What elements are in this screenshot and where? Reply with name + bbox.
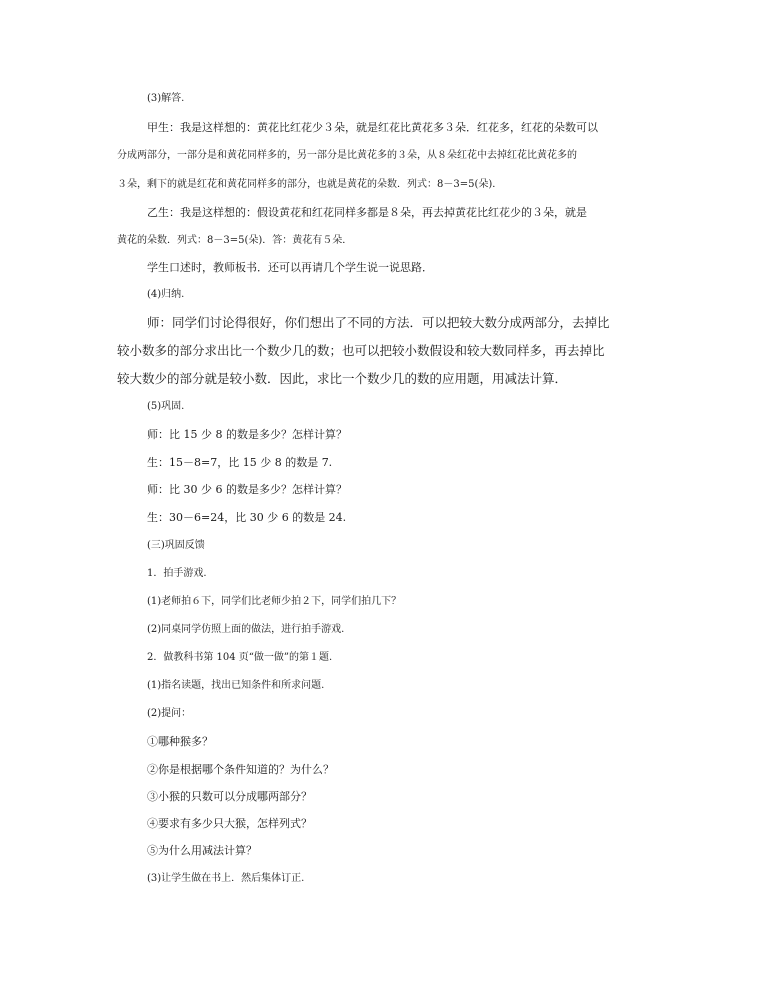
dialogue-student-answer-2: 生：30－6=24，比 30 少 6 的数是 24. — [147, 511, 347, 524]
question-item-5: ⑤为什么用减法计算？ — [147, 844, 257, 857]
paragraph-teacher-line-2: 较小数多的部分求出比一个数少几的数；也可以把较小数假设和较大数同样多，再去掉比 — [117, 343, 605, 358]
list-item-correct-together: (3)让学生做在书上．然后集体订正. — [147, 873, 305, 884]
dialogue-teacher-question-1: 师：比 15 少 8 的数是多少？怎样计算？ — [147, 428, 347, 441]
section-heading-consolidate: (5)巩固. — [147, 401, 185, 412]
list-item-read-problem: (1)指名读题，找出已知条件和所求问题. — [147, 680, 325, 691]
dialogue-student-answer-1: 生：15－8=7，比 15 少 8 的数是 7. — [147, 456, 333, 469]
list-item-clap-2: (2)同桌同学仿照上面的做法，进行拍手游戏. — [147, 624, 345, 635]
paragraph-student-a-line-3: ３朵，剩下的就是红花和黄花同样多的部分，也就是黄花的朵数．列式：8－3=5(朵)． — [117, 179, 503, 190]
question-item-4: ④要求有多少只大猴，怎样列式？ — [147, 817, 312, 830]
paragraph-student-a-line-2: 分成两部分，一部分是和黄花同样多的，另一部分是比黄花多的３朵，从８朵红花中去掉红花比黄花多的 — [117, 150, 577, 161]
question-item-3: ③小猴的只数可以分成哪两部分？ — [147, 790, 312, 803]
list-item-ask-questions: (2)提问： — [147, 708, 192, 719]
list-item-textbook-exercise: 2．做教科书第 104 页“做一做”的第１题. — [147, 652, 333, 663]
list-item-clap-1: (1)老师拍６下，同学们比老师少拍２下，同学们拍几下？ — [147, 596, 402, 607]
paragraph-teacher-line-3: 较大数少的部分就是较小数．因此，求比一个数少几的数的应用题，用减法计算． — [117, 371, 568, 386]
section-heading-answer: (3)解答. — [147, 93, 185, 104]
list-item-clap-game: 1．拍手游戏. — [147, 568, 207, 579]
section-heading-feedback: (三)巩固反馈 — [147, 540, 205, 551]
paragraph-board-writing: 学生口述时，教师板书．还可以再请几个学生说一说思路． — [147, 261, 433, 274]
question-item-2: ②你是根据哪个条件知道的？为什么？ — [147, 763, 334, 776]
paragraph-teacher-line-1: 师：同学们讨论得很好，你们想出了不同的方法．可以把较大数分成两部分，去掉比 — [147, 315, 610, 330]
dialogue-teacher-question-2: 师：比 30 少 6 的数是多少？怎样计算？ — [147, 483, 347, 496]
paragraph-student-b-line-2: 黄花的朵数．列式：8－3=5(朵)．答：黄花有５朵． — [117, 235, 353, 246]
paragraph-student-b-line-1: 乙生：我是这样想的：假设黄花和红花同样多都是８朵，再去掉黄花比红花少的３朵，就是 — [147, 206, 587, 219]
paragraph-student-a-line-1: 甲生：我是这样想的：黄花比红花少３朵，就是红花比黄花多３朵．红花多，红花的朵数可以 — [147, 121, 598, 134]
question-item-1: ①哪种猴多？ — [147, 735, 213, 748]
section-heading-summary: (4)归纳. — [147, 289, 185, 300]
